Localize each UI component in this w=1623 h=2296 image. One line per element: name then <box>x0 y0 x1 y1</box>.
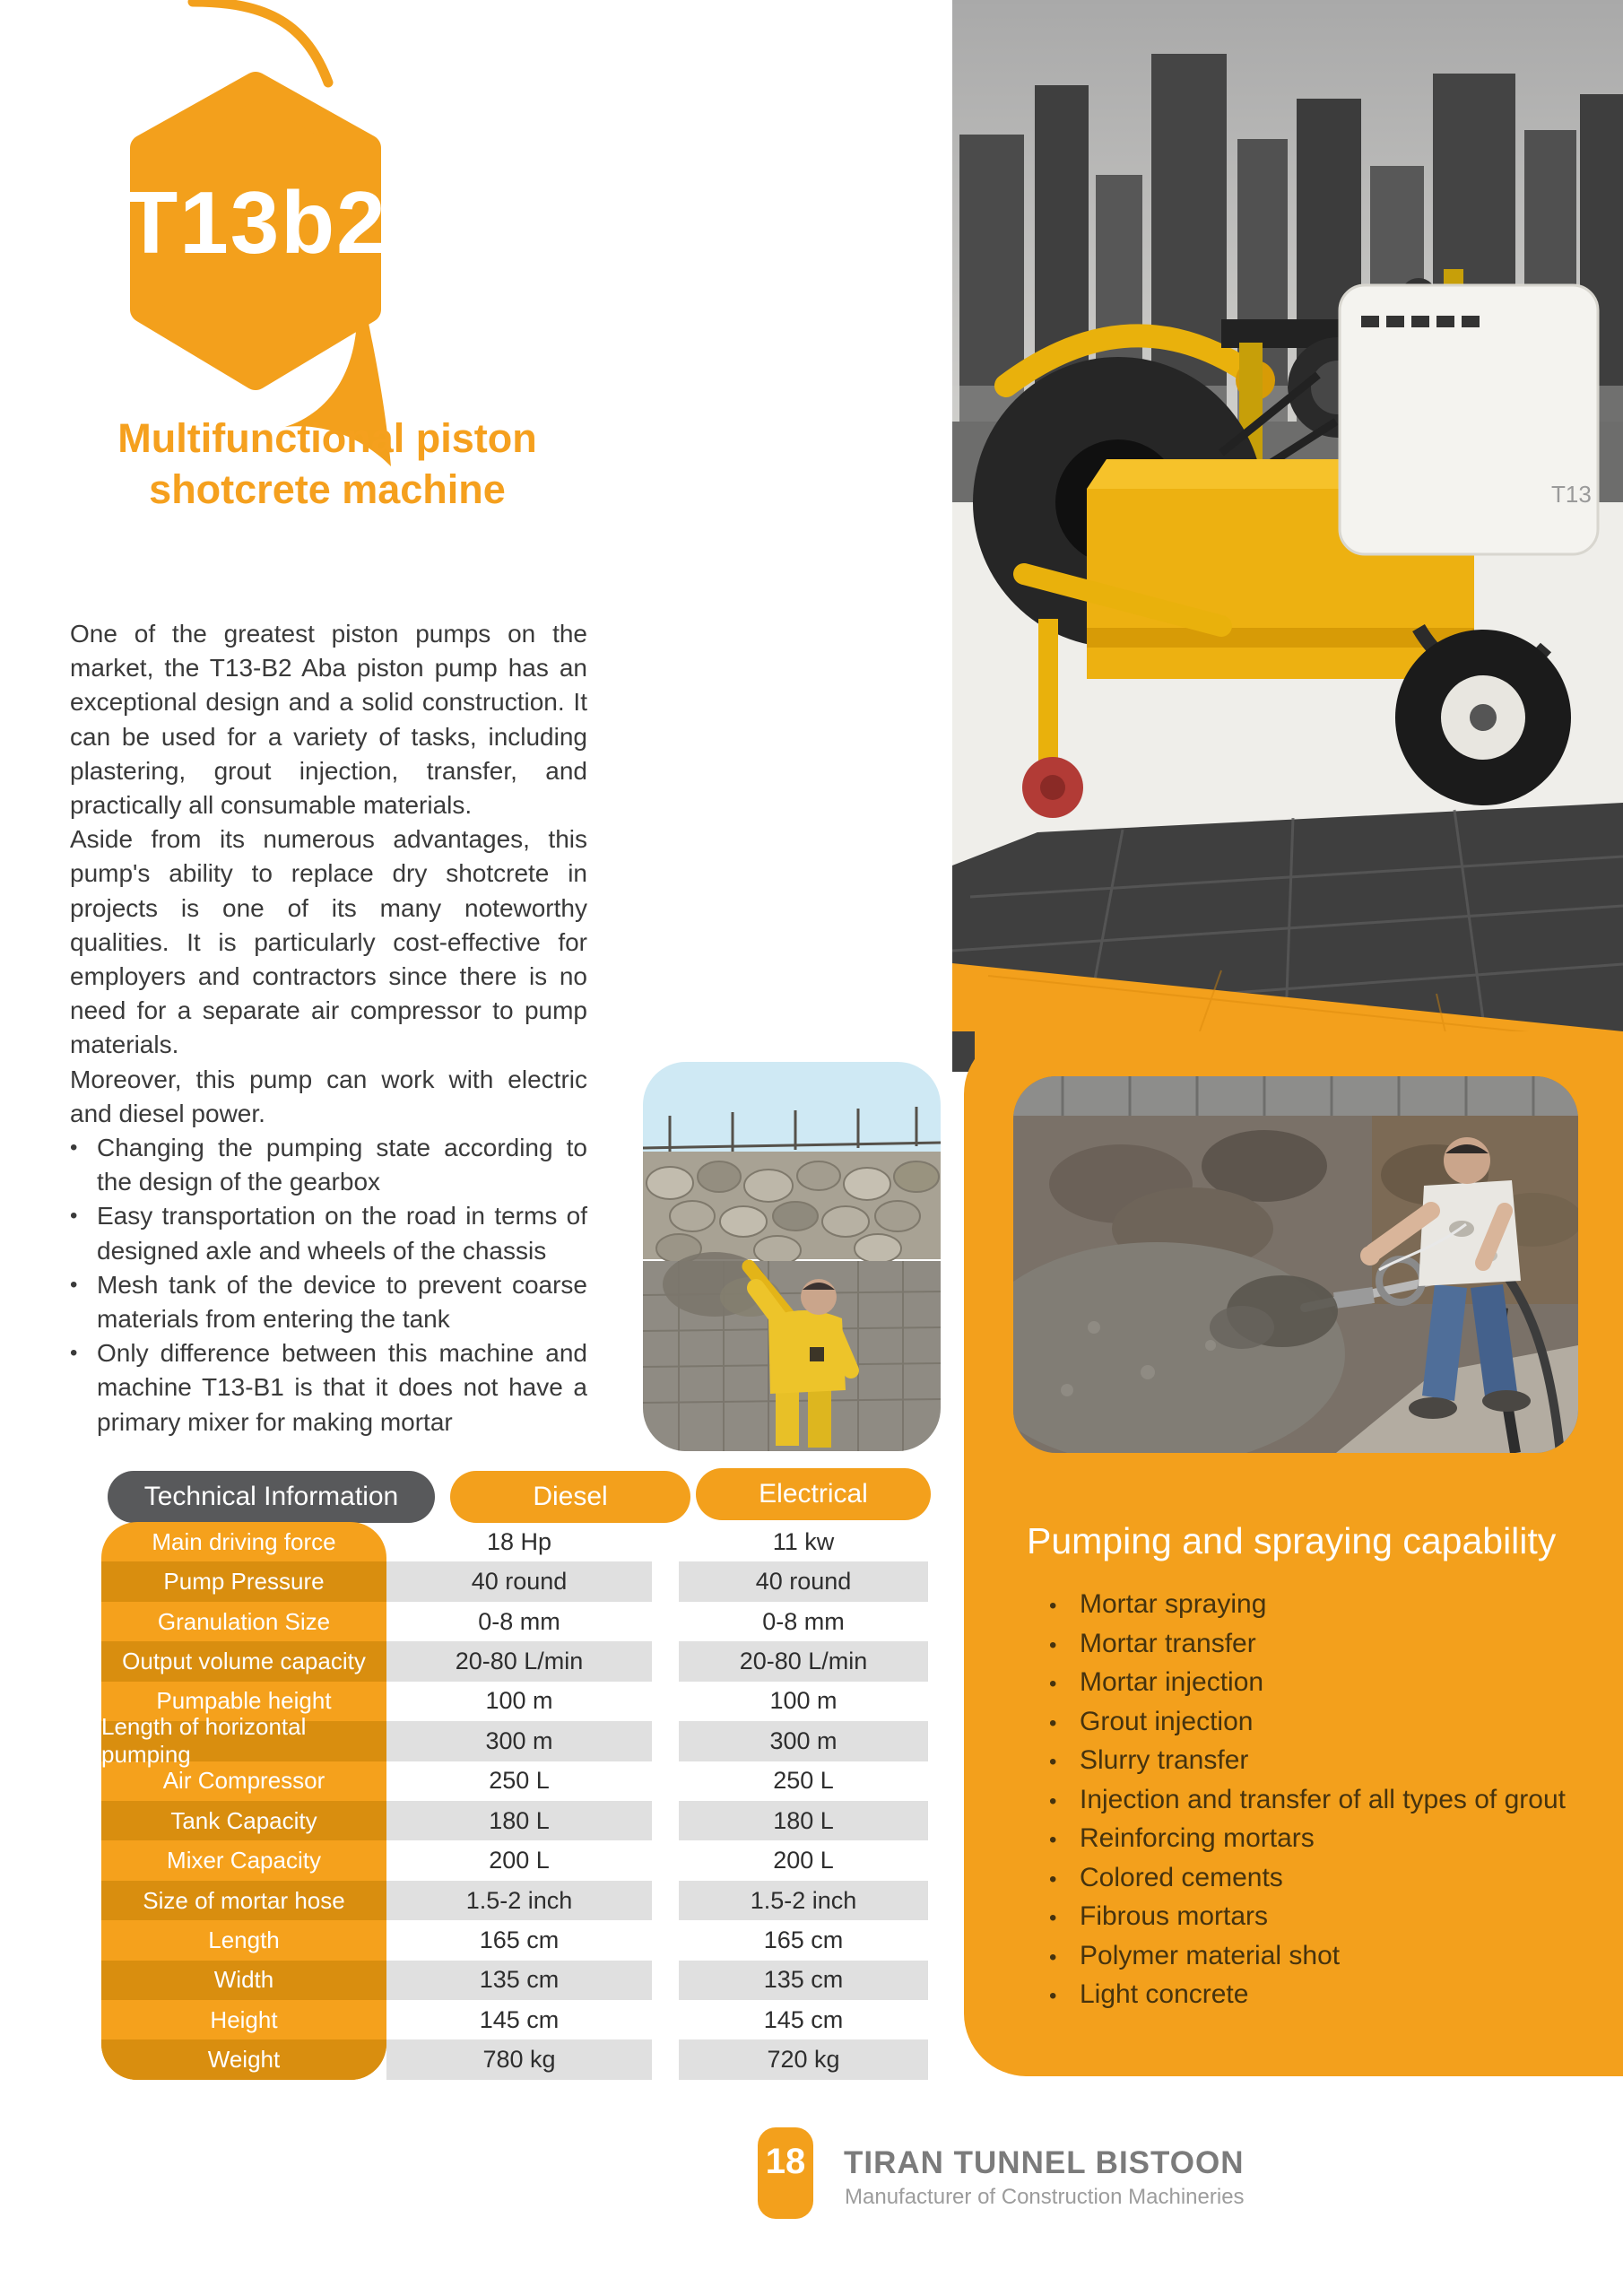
feature-bullet-text: Mesh tank of the device to prevent coarse materials from entering the tank <box>97 1270 587 1334</box>
table-row-label: Tank Capacity <box>101 1801 386 1840</box>
diesel-value: 780 kg <box>386 2039 652 2079</box>
electrical-value: 100 m <box>769 1687 838 1715</box>
diesel-value: 100 m <box>485 1687 553 1715</box>
bullet-icon: • <box>70 1204 78 1229</box>
capability-item <box>1049 1667 1605 1707</box>
capability-item-text: Reinforcing mortars <box>1080 1823 1315 1853</box>
diesel-value: 0-8 mm <box>478 1607 560 1635</box>
electrical-value: 165 cm <box>763 1926 844 1953</box>
bullet-icon: • <box>1049 1788 1057 1813</box>
diesel-value: 145 cm <box>479 2005 560 2033</box>
bullet-icon: • <box>1049 1906 1057 1930</box>
table-title-pill <box>108 1471 435 1523</box>
column-header-electrical: Electrical <box>696 1468 931 1520</box>
capability-item-text: Slurry transfer <box>1080 1745 1249 1775</box>
capability-item <box>1049 1979 1605 2019</box>
diesel-value: 180 L <box>386 1801 652 1840</box>
electrical-value-column <box>679 1522 928 2080</box>
capability-item <box>1049 1823 1605 1863</box>
bullet-icon: • <box>1049 1984 1057 2008</box>
table-row-label: Length of horizontal pumping <box>101 1721 386 1761</box>
diesel-value: 20-80 L/min <box>386 1641 652 1681</box>
capability-list <box>1049 1589 1605 2019</box>
diesel-value: 40 round <box>386 1561 652 1601</box>
bullet-icon: • <box>1049 1672 1057 1696</box>
electrical-value: 40 round <box>679 1561 928 1601</box>
page-title <box>63 413 592 515</box>
feature-bullet <box>70 1268 587 1336</box>
bullet-icon: • <box>1049 1710 1057 1735</box>
badge-swoosh <box>193 2 328 83</box>
description-paragraph: One of the greatest piston pumps on the market, the T13-B2 Aba piston pump has an exceptional design and a solid construction. It can be used for a variety of tasks, including plastering, grout injection, transfer, and practically all consumable materials. <box>70 620 587 820</box>
capability-item <box>1049 1745 1605 1785</box>
table-row-label: Output volume capacity <box>101 1641 386 1681</box>
product-model-label: T13b2 <box>124 173 387 272</box>
page-title-line1: Multifunctional piston <box>117 415 537 461</box>
page-number-badge <box>758 2127 813 2219</box>
feature-bullet-text: Easy transportation on the road in terms of designed axle and wheels of the chassis <box>97 1202 587 1265</box>
table-row-label: Width <box>101 1961 386 2000</box>
capability-item-text: Mortar transfer <box>1080 1628 1256 1658</box>
diesel-value-column <box>386 1522 652 2080</box>
capability-item <box>1049 1901 1605 1941</box>
column-header-diesel: Diesel <box>450 1471 690 1523</box>
bullet-icon: • <box>70 1341 78 1366</box>
table-row-label: Pump Pressure <box>101 1561 386 1601</box>
capability-item-text: Mortar spraying <box>1080 1589 1267 1619</box>
spec-label-column <box>101 1522 386 2080</box>
table-title: Technical Information <box>143 1482 399 1511</box>
capability-item-text: Grout injection <box>1080 1706 1254 1736</box>
capability-item <box>1049 1941 1605 1980</box>
diesel-value: 135 cm <box>386 1961 652 2000</box>
electrical-value: 0-8 mm <box>762 1607 845 1635</box>
diesel-value: 300 m <box>386 1721 652 1761</box>
electrical-value: 11 kw <box>772 1527 835 1555</box>
page-number: 18 <box>765 2142 806 2181</box>
electrical-value: 200 L <box>773 1847 834 1874</box>
capability-item-text: Injection and transfer of all types of grout <box>1080 1784 1566 1814</box>
bullet-icon: • <box>70 1135 78 1161</box>
diesel-value: 250 L <box>489 1767 550 1795</box>
table-row-label: Weight <box>101 2039 386 2079</box>
capability-item <box>1049 1785 1605 1824</box>
table-row-label: Air Compressor <box>162 1767 325 1795</box>
diesel-value: 200 L <box>489 1847 550 1874</box>
description-text <box>70 617 587 1439</box>
feature-bullet <box>70 1131 587 1199</box>
table-row-label: Mixer Capacity <box>167 1847 321 1874</box>
bullet-icon: • <box>1049 1750 1057 1774</box>
electrical-value: 250 L <box>773 1767 834 1795</box>
diesel-value: 165 cm <box>479 1926 560 1953</box>
capability-item-text: Mortar injection <box>1080 1667 1264 1697</box>
capability-item <box>1049 1589 1605 1629</box>
diesel-value: 1.5-2 inch <box>386 1881 652 1920</box>
feature-bullet <box>70 1336 587 1439</box>
electrical-value: 1.5-2 inch <box>679 1881 928 1920</box>
feature-bullet <box>70 1199 587 1267</box>
feature-bullet-text: Only difference between this machine and machine T13-B1 is that it does not have a primary mixer for making mortar <box>97 1339 587 1436</box>
electrical-value: 300 m <box>679 1721 928 1761</box>
bullet-icon: • <box>1049 1594 1057 1618</box>
shotcrete-spraying-photo <box>1013 1076 1578 1453</box>
table-row-label: Size of mortar hose <box>101 1881 386 1920</box>
table-row-label: Height <box>210 2005 278 2033</box>
bullet-icon: • <box>1049 1866 1057 1892</box>
capability-item <box>1049 1863 1605 1902</box>
bullet-icon: • <box>1049 1828 1057 1852</box>
table-row-label: Granulation Size <box>157 1607 331 1635</box>
machine-model-decal: T13 <box>1551 481 1592 508</box>
block-wall <box>1013 1076 1578 1116</box>
electrical-value: 720 kg <box>679 2039 928 2079</box>
feature-bullet-text: Changing the pumping state according to the design of the gearbox <box>97 1134 587 1196</box>
electrical-value: 145 cm <box>763 2005 844 2033</box>
description-paragraph: Aside from its numerous advantages, this pump's ability to replace dry shotcrete in projects is one of its many noteworthy qualities. It is particularly cost-effective for employers and contractors since there is no need for a separate air compressor to pump materials. <box>70 825 587 1059</box>
description-paragraph: Moreover, this pump can work with electric and diesel power. <box>70 1065 587 1127</box>
electrical-value: 180 L <box>679 1801 928 1840</box>
page-title-line2: shotcrete machine <box>149 466 506 512</box>
capability-item-text: Polymer material shot <box>1080 1940 1341 1970</box>
diesel-value: 18 Hp <box>486 1527 552 1555</box>
electrical-value: 135 cm <box>679 1961 928 2000</box>
capability-item-text: Fibrous mortars <box>1080 1901 1269 1931</box>
capability-item <box>1049 1707 1605 1746</box>
bullet-icon: • <box>1049 1944 1057 1970</box>
capability-title: Pumping and spraying capability <box>1027 1520 1557 1561</box>
bullet-icon: • <box>70 1272 78 1297</box>
bullet-icon: • <box>1049 1632 1057 1657</box>
electrical-value: 20-80 L/min <box>679 1641 928 1681</box>
company-tagline: Manufacturer of Construction Machineries <box>845 2185 1245 2209</box>
capability-item <box>1049 1629 1605 1668</box>
capability-item-text: Light concrete <box>1080 1979 1249 2009</box>
gabion-spraying-photo <box>643 1062 941 1451</box>
table-row-label: Length <box>208 1926 280 1953</box>
table-row-label: Main driving force <box>152 1527 336 1555</box>
capability-item-text: Colored cements <box>1080 1862 1283 1892</box>
machine-photo <box>952 0 1623 1072</box>
company-name: TIRAN TUNNEL BISTOON <box>844 2145 1245 2180</box>
table-row-label: Pumpable height <box>156 1687 332 1715</box>
